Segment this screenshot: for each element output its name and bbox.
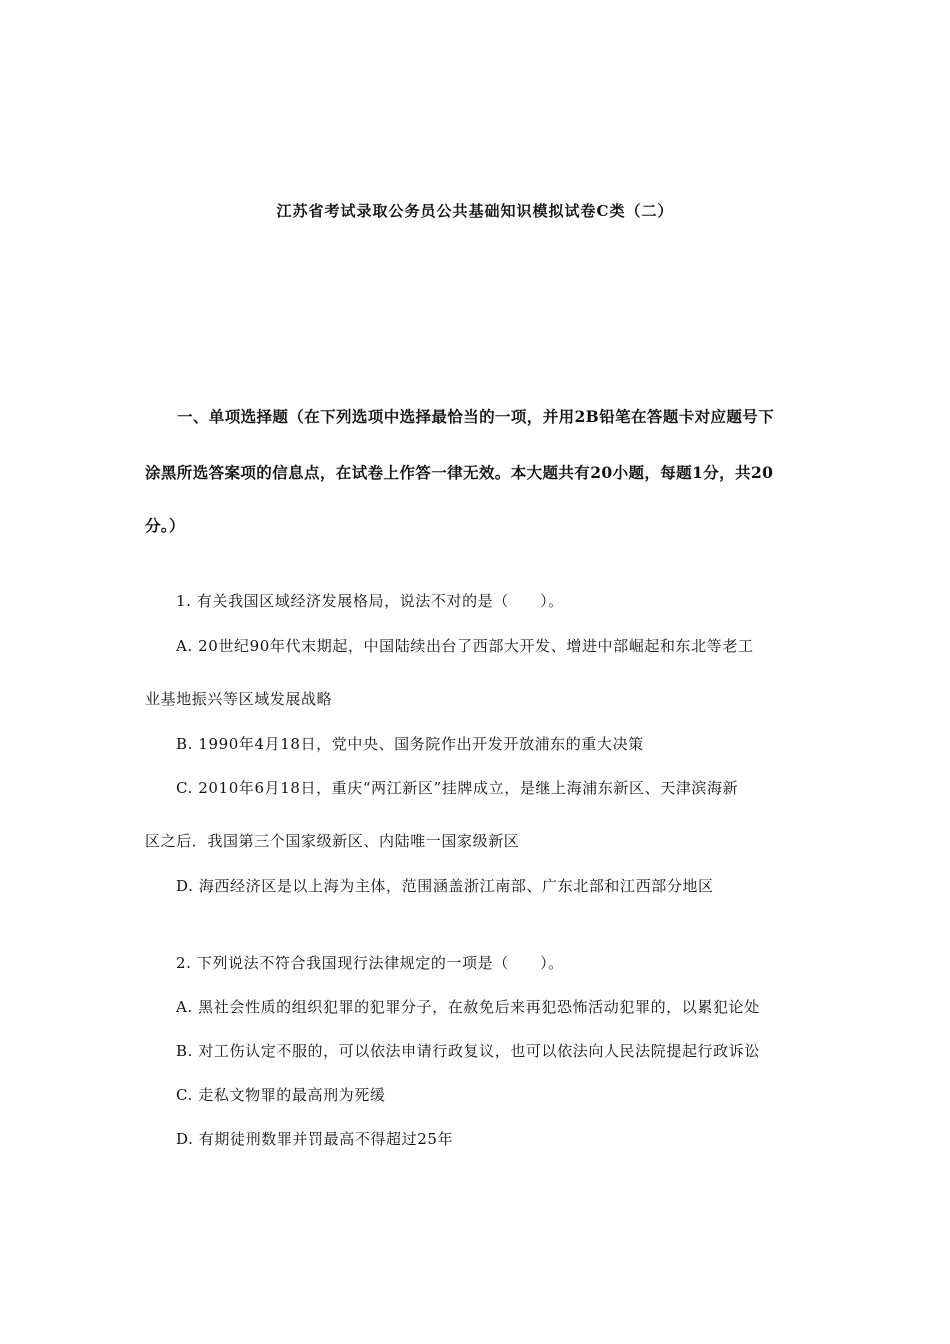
question-2-option-d: D. 有期徒刑数罪并罚最高不得超过25年 — [176, 1130, 454, 1148]
section-header-line-1: 一、单项选择题（在下列选项中选择最恰当的一项，并用2B铅笔在答题卡对应题号下 — [177, 407, 775, 426]
section-header-line-2: 涂黑所选答案项的信息点，在试卷上作答一律无效。本大题共有20小题，每题1分，共20 — [145, 463, 774, 482]
question-1-option-c: C. 2010年6月18日，重庆“两江新区”挂牌成立，是继上海浦东新区、天津滨海新 — [176, 779, 739, 797]
question-1-stem: 1. 有关我国区域经济发展格局，说法不对的是（ ）。 — [176, 592, 564, 610]
question-1-option-a-continued: 业基地振兴等区域发展战略 — [145, 690, 333, 708]
section-header-line-3: 分。） — [145, 516, 185, 535]
question-1-option-c-continued: 区之后．我国第三个国家级新区、内陆唯一国家级新区 — [145, 832, 520, 850]
question-1-option-b: B. 1990年4月18日，党中央、国务院作出开发开放浦东的重大决策 — [176, 735, 644, 753]
question-1-option-a: A. 20世纪90年代末期起，中国陆续出台了西部大开发、增进中部崛起和东北等老工 — [176, 637, 754, 655]
question-2-option-b: B. 对工伤认定不服的，可以依法申请行政复议，也可以依法向人民法院提起行政诉讼 — [176, 1042, 760, 1060]
question-2-stem: 2. 下列说法不符合我国现行法律规定的一项是（ ）。 — [176, 954, 564, 972]
page-title: 江苏省考试录取公务员公共基础知识模拟试卷C类（二） — [276, 202, 674, 220]
question-2-option-a: A. 黑社会性质的组织犯罪的犯罪分子，在赦免后来再犯恐怖活动犯罪的，以累犯论处 — [176, 998, 760, 1016]
question-1-option-d: D. 海西经济区是以上海为主体，范围涵盖浙江南部、广东北部和江西部分地区 — [176, 877, 714, 895]
question-2-option-c: C. 走私文物罪的最高刑为死缓 — [176, 1086, 386, 1104]
